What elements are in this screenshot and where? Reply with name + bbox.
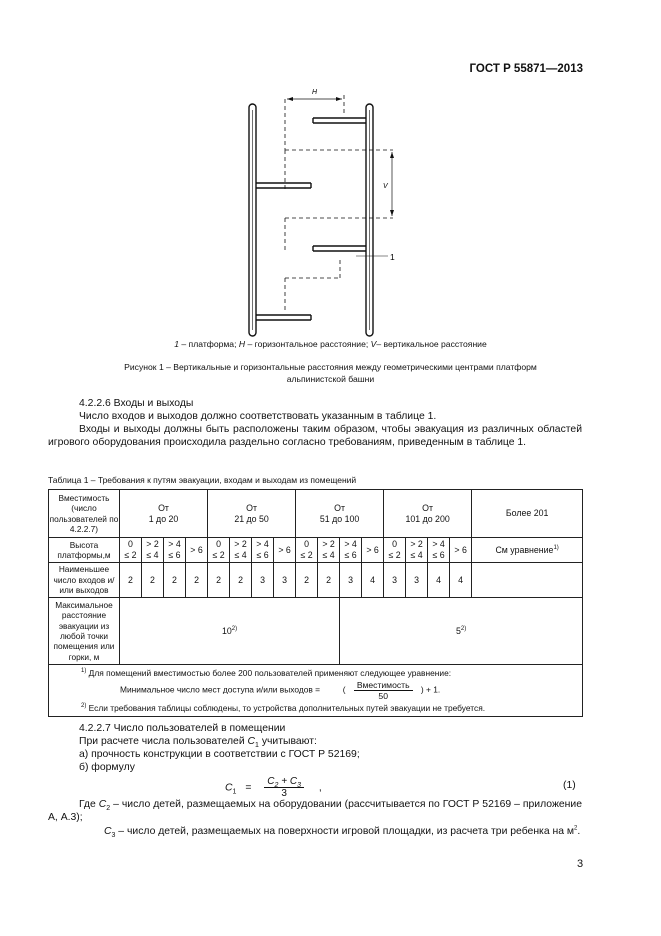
figure-caption: Рисунок 1 – Вертикальные и горизонтальные расстояния между геометрическими центрами платформ альпинистской башни — [124, 362, 537, 384]
table-row-notes — [49, 665, 583, 717]
figure-legend: 1 – платформа; H – горизонтальное расстояние; V– вертикальное расстояние — [174, 339, 487, 349]
v-label: V — [383, 183, 388, 190]
min-exits-cell-empty — [472, 563, 583, 598]
table-equation: Минимальное число мест доступа и/или выходов = ( $\frac{\text{Вместимость}}{50}$ ) + 1. — [120, 680, 441, 701]
min-exits-cell: 2 — [230, 563, 252, 598]
min-exits-cell: 3 — [384, 563, 406, 598]
capacity-group-2: От 21 до 50 — [208, 490, 296, 538]
height-cell: > 6 — [186, 538, 208, 563]
min-exits-header: Наименьшее число входов и/или выходов — [49, 563, 120, 598]
paragraph-exits-count: Число входов и выходов должно соответствовать указанным в таблице 1. — [79, 411, 437, 422]
document-standard-number: ГОСТ Р 55871—2013 — [469, 63, 583, 75]
min-exits-cell: 2 — [318, 563, 340, 598]
height-cell: > 4 ≤ 6 — [252, 538, 274, 563]
platform-right-2 — [313, 246, 366, 251]
capacity-more-than-201: Более 201 — [472, 490, 583, 538]
height-cell: > 2 ≤ 4 — [230, 538, 252, 563]
see-equation-cell: См уравнение$^{1)}$ — [472, 538, 583, 563]
min-exits-cell: 2 — [142, 563, 164, 598]
min-exits-cell: 3 — [274, 563, 296, 598]
evacuation-table — [48, 489, 583, 717]
section-heading-4226: 4.2.2.6 Входы и выходы — [79, 398, 194, 409]
max-distance-value-5: 5$^{2)}$ — [340, 598, 583, 665]
table-row-height — [49, 538, 583, 563]
formula-number: (1) — [563, 780, 576, 791]
height-cell: 0 ≤ 2 — [120, 538, 142, 563]
platform-left-2 — [256, 315, 311, 320]
paragraph-c3: $С_3$ – число детей, размещаемых на поверхности игровой площадки, из расчета три ребенка на $м^2$. — [104, 825, 581, 840]
min-exits-cell: 3 — [340, 563, 362, 598]
h-label: H — [312, 89, 318, 96]
formula-1: $С_1$ = $С_2 + С_3$ 3 , — [225, 776, 322, 799]
min-exits-cell: 3 — [406, 563, 428, 598]
table-note-2: $^{2)}$ Если требования таблицы соблюдены, то устройства дополнительных путей эвакуации не требуется. — [81, 703, 486, 713]
table-note-1: $^{1)}$ Для помещений вместимостью более 200 пользователей применяют следующее уравнение: — [81, 668, 452, 678]
min-exits-cell: 4 — [362, 563, 384, 598]
table-notes — [49, 665, 583, 717]
min-exits-cell: 2 — [164, 563, 186, 598]
min-exits-cell: 2 — [186, 563, 208, 598]
height-header: Высота платформы,м — [49, 538, 120, 563]
max-distance-header: Максимальное расстояние эвакуации из любой точки помещения или горки, м — [49, 598, 120, 665]
height-cell: > 6 — [274, 538, 296, 563]
min-exits-cell: 2 — [296, 563, 318, 598]
max-distance-value-10: 10$^{2)}$ — [120, 598, 340, 665]
height-cell: > 6 — [362, 538, 384, 563]
min-exits-cell: 2 — [208, 563, 230, 598]
capacity-group-1: От 1 до 20 — [120, 490, 208, 538]
table-caption: Таблица 1 – Требования к путям эвакуации, входам и выходам из помещений — [48, 475, 357, 485]
capacity-group-3: От 51 до 100 — [296, 490, 384, 538]
page-number: 3 — [577, 858, 584, 870]
min-exits-cell: 2 — [120, 563, 142, 598]
capacity-header: Вместимость (число пользователей по 4.2.2.7) — [49, 490, 120, 538]
platform-right-1 — [313, 118, 366, 123]
table-row-max-distance — [49, 598, 583, 665]
height-cell: 0 ≤ 2 — [296, 538, 318, 563]
height-cell: > 4 ≤ 6 — [340, 538, 362, 563]
capacity-group-4: От 101 до 200 — [384, 490, 472, 538]
paragraph-users-calc: При расчете числа пользователей $С_1$ учитывают: — [79, 736, 317, 750]
list-item-a: а) прочность конструкции в соответствии с ГОСТ Р 52169; — [79, 749, 360, 760]
table-row-min-exits — [49, 563, 583, 598]
min-exits-cell: 4 — [450, 563, 472, 598]
paragraph-exits-placement: Входы и выходы должны быть расположены таким образом, чтобы эвакуация из различных областей игрового оборудования происходила раздельно согласно требованиям, приведенным в таблице 1. — [48, 424, 582, 449]
height-cell: > 4 ≤ 6 — [428, 538, 450, 563]
table-row-capacity — [49, 490, 583, 538]
height-cell: 0 ≤ 2 — [384, 538, 406, 563]
list-item-b: б) формулу — [79, 762, 135, 773]
callout-1-label: 1 — [390, 252, 395, 262]
height-cell: 0 ≤ 2 — [208, 538, 230, 563]
paragraph-where-c2: Где $С_2$ – число детей, размещаемых на оборудовании (рассчитывается по ГОСТ Р 52169 – приложение А, А.3); — [48, 799, 582, 824]
min-exits-cell: 3 — [252, 563, 274, 598]
height-cell: > 4 ≤ 6 — [164, 538, 186, 563]
climbing-tower-figure — [0, 0, 661, 340]
height-cell: > 2 ≤ 4 — [142, 538, 164, 563]
platform-left-1 — [256, 183, 311, 188]
section-heading-4227: 4.2.2.7 Число пользователей в помещении — [79, 723, 286, 734]
min-exits-cell: 4 — [428, 563, 450, 598]
height-cell: > 6 — [450, 538, 472, 563]
height-cell: > 2 ≤ 4 — [406, 538, 428, 563]
height-cell: > 2 ≤ 4 — [318, 538, 340, 563]
